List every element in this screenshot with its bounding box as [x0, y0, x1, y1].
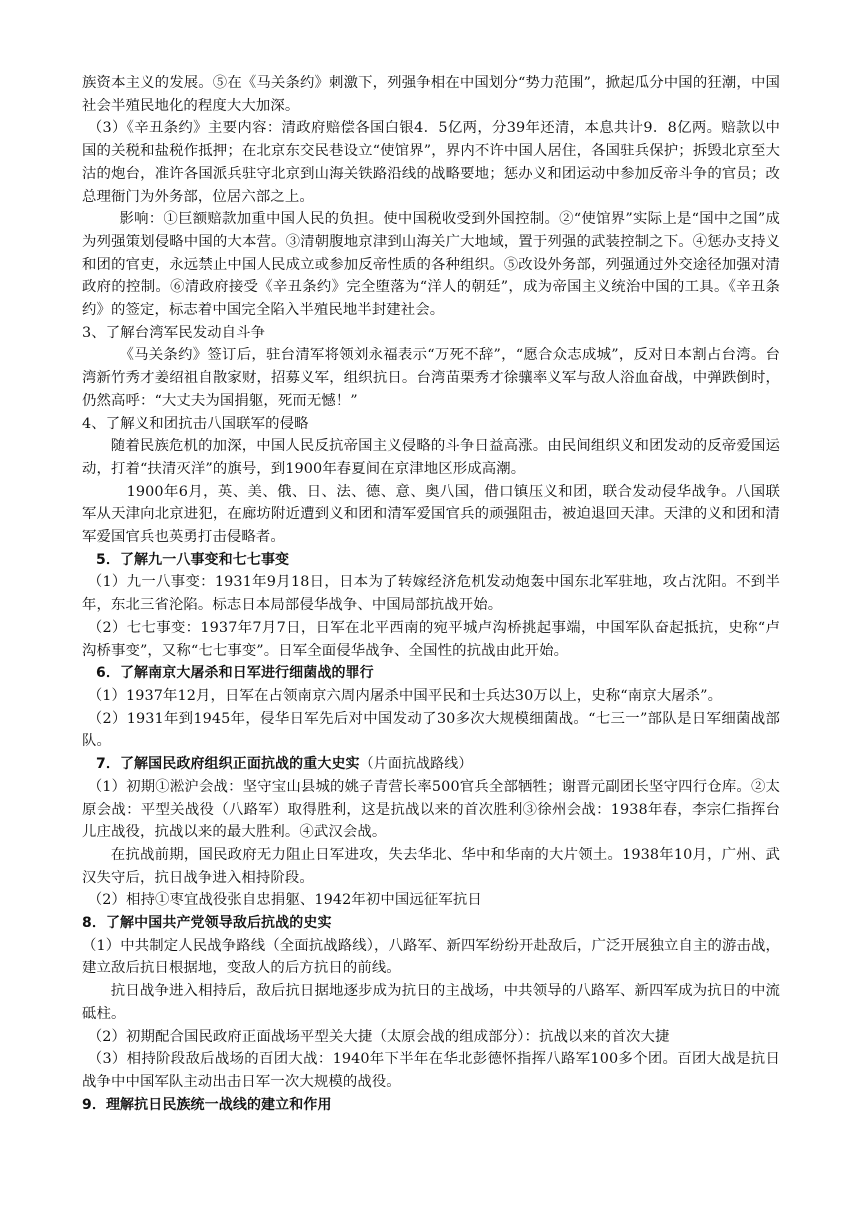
paragraph: （1）中共制定人民战争路线（全面抗战路线），八路军、新四军纷纷开赴敌后，广泛开展独立自主的游击战，建立敌后抗日根据地，变敌人的后方抗日的前线。 — [82, 937, 780, 977]
section-heading: 6．了解南京大屠杀和日军进行细菌战的罪行 — [96, 665, 374, 682]
paragraph: 随着民族危机的加深，中国人民反抗帝国主义侵略的斗争日益高涨。由民间组织义和团发动的反帝爱国运动，打着“扶清灭洋”的旗号，到1900年春夏间在京津地区形成高潮。 — [82, 438, 780, 477]
section-heading: 4、了解义和团抗击八国联军的侵略 — [82, 415, 309, 432]
paragraph: （2）七七事变：1937年7月7日，日军在北平西南的宛平城卢沟桥挑起事端，中国军队奋起抵抗，史称“卢沟桥事变”，又称“七七事变”。日军全面侵华战争、全国性的抗战由此开始。 — [82, 619, 780, 659]
paragraph: （3）《辛丑条约》主要内容：清政府赔偿各国白银4．5亿两，分39年还清，本息共计9．8亿两。赔款以中国的关税和盐税作抵押；在北京东交民巷设立“使馆界”，界内不许中国人居住，各国驻兵保护；拆毁北京至大沽的炮台，准许各国派兵驻守北京到山海关铁路沿线的战略要地；惩办义和团运动中参加反帝斗争的官员；改总理衙门为外务部，位居六部之上。 — [82, 120, 780, 205]
document-page — [82, 72, 780, 1116]
paragraph: 在抗战前期，国民政府无力阻止日军进攻，失去华北、华中和华南的大片领土。1938年10月，广州、武汉失守后，抗日战争进入相持阶段。 — [82, 846, 780, 886]
section-heading: 9．理解抗日民族统一战线的建立和作用 — [82, 1096, 332, 1113]
section-heading: 5．了解九一八事变和七七事变 — [96, 551, 290, 568]
section-heading — [82, 753, 780, 776]
paragraph: 抗日战争进入相持后，敌后抗日据地逐步成为抗日的主战场，中共领导的八路军、新四军成为抗日的中流砥柱。 — [82, 983, 780, 1022]
paragraph: 《马关条约》签订后，驻台清军将领刘永福表示“万死不辞”，“愿合众志成城”，反对日本割占台湾。台湾新竹秀才姜绍祖自散家财，招募义军，组织抗日。台湾苗栗秀才徐骧率义军与敌人浴血奋战，中弹跌倒时，仍然高呼：“大丈夫为国捐躯，死而无憾！” — [82, 347, 780, 409]
heading-note: （片面抗战路线） — [359, 756, 473, 773]
heading-text: 7．了解国民政府组织正面抗战的重大史实 — [96, 756, 360, 773]
paragraph: （2）1931年到1945年，侵华日军先后对中国发动了30多次大规模细菌战。“七三一”部队是日军细菌战部队。 — [82, 710, 780, 750]
paragraph: （1）九一八事变：1931年9月18日，日本为了转嫁经济危机发动炮轰中国东北军驻地，攻占沈阳。不到半年，东北三省沦陷。标志日本局部侵华战争、中国局部抗战开始。 — [82, 574, 780, 614]
paragraph: 影响：①巨额赔款加重中国人民的负担。使中国税收受到外国控制。②“使馆界”实际上是“国中之国”成为列强策划侵略中国的大本营。③清朝腹地京津到山海关广大地域，置于列强的武装控制之下。④惩办支持义和团的官吏，永远禁止中国人民成立或参加反帝性质的各种组织。⑤改设外务部，列强通过外交途径加强对清政府的控制。⑥清政府接受《辛丑条约》完全堕落为“洋人的朝廷”，成为帝国主义统治中国的工具。《辛丑条约》的签定，标志着中国完全陷入半殖民地半封建社会。 — [82, 211, 780, 319]
paragraph: （3）相持阶段敌后战场的百团大战：1940年下半年在华北彭德怀指挥八路军100多个团。百团大战是抗日战争中中国军队主动出击日军一次大规模的战役。 — [82, 1051, 780, 1090]
paragraph: （1）初期①淞沪会战：坚守宝山县城的姚子青营长率500官兵全部牺牲；谢晋元副团长坚守四行仓库。②太原会战：平型关战役（八路军）取得胜利，这是抗战以来的首次胜利③徐州会战：1938年春，李宗仁指挥台儿庄战役，抗战以来的最大胜利。④武汉会战。 — [82, 778, 780, 841]
section-heading: 3、了解台湾军民发动自斗争 — [82, 324, 266, 341]
paragraph: （2）相持①枣宜战役张自忠捐躯、1942年初中国远征军抗日 — [87, 892, 482, 909]
paragraph: 族资本主义的发展。⑤在《马关条约》刺激下，列强争相在中国划分“势力范围”，掀起瓜分中国的狂潮，中国社会半殖民地化的程度大大加深。 — [82, 75, 780, 114]
paragraph: （1）1937年12月，日军在占领南京六周内屠杀中国平民和士兵达30万以上，史称“南京大屠杀”。 — [87, 687, 723, 704]
section-heading: 8．了解中国共产党领导敌后抗战的史实 — [82, 915, 332, 932]
paragraph: 1900年6月，英、美、俄、日、法、德、意、奥八国，借口镇压义和团，联合发动侵华战争。八国联军从天津向北京进犯，在廊坊附近遭到义和团和清军爱国官兵的顽强阻击，被迫退回天津。天津的义和团和清军爱国官兵也英勇打击侵略者。 — [82, 483, 780, 546]
paragraph: （2）初期配合国民政府正面战场平型关大捷（太原会战的组成部分）：抗战以来的首次大捷 — [87, 1028, 670, 1045]
